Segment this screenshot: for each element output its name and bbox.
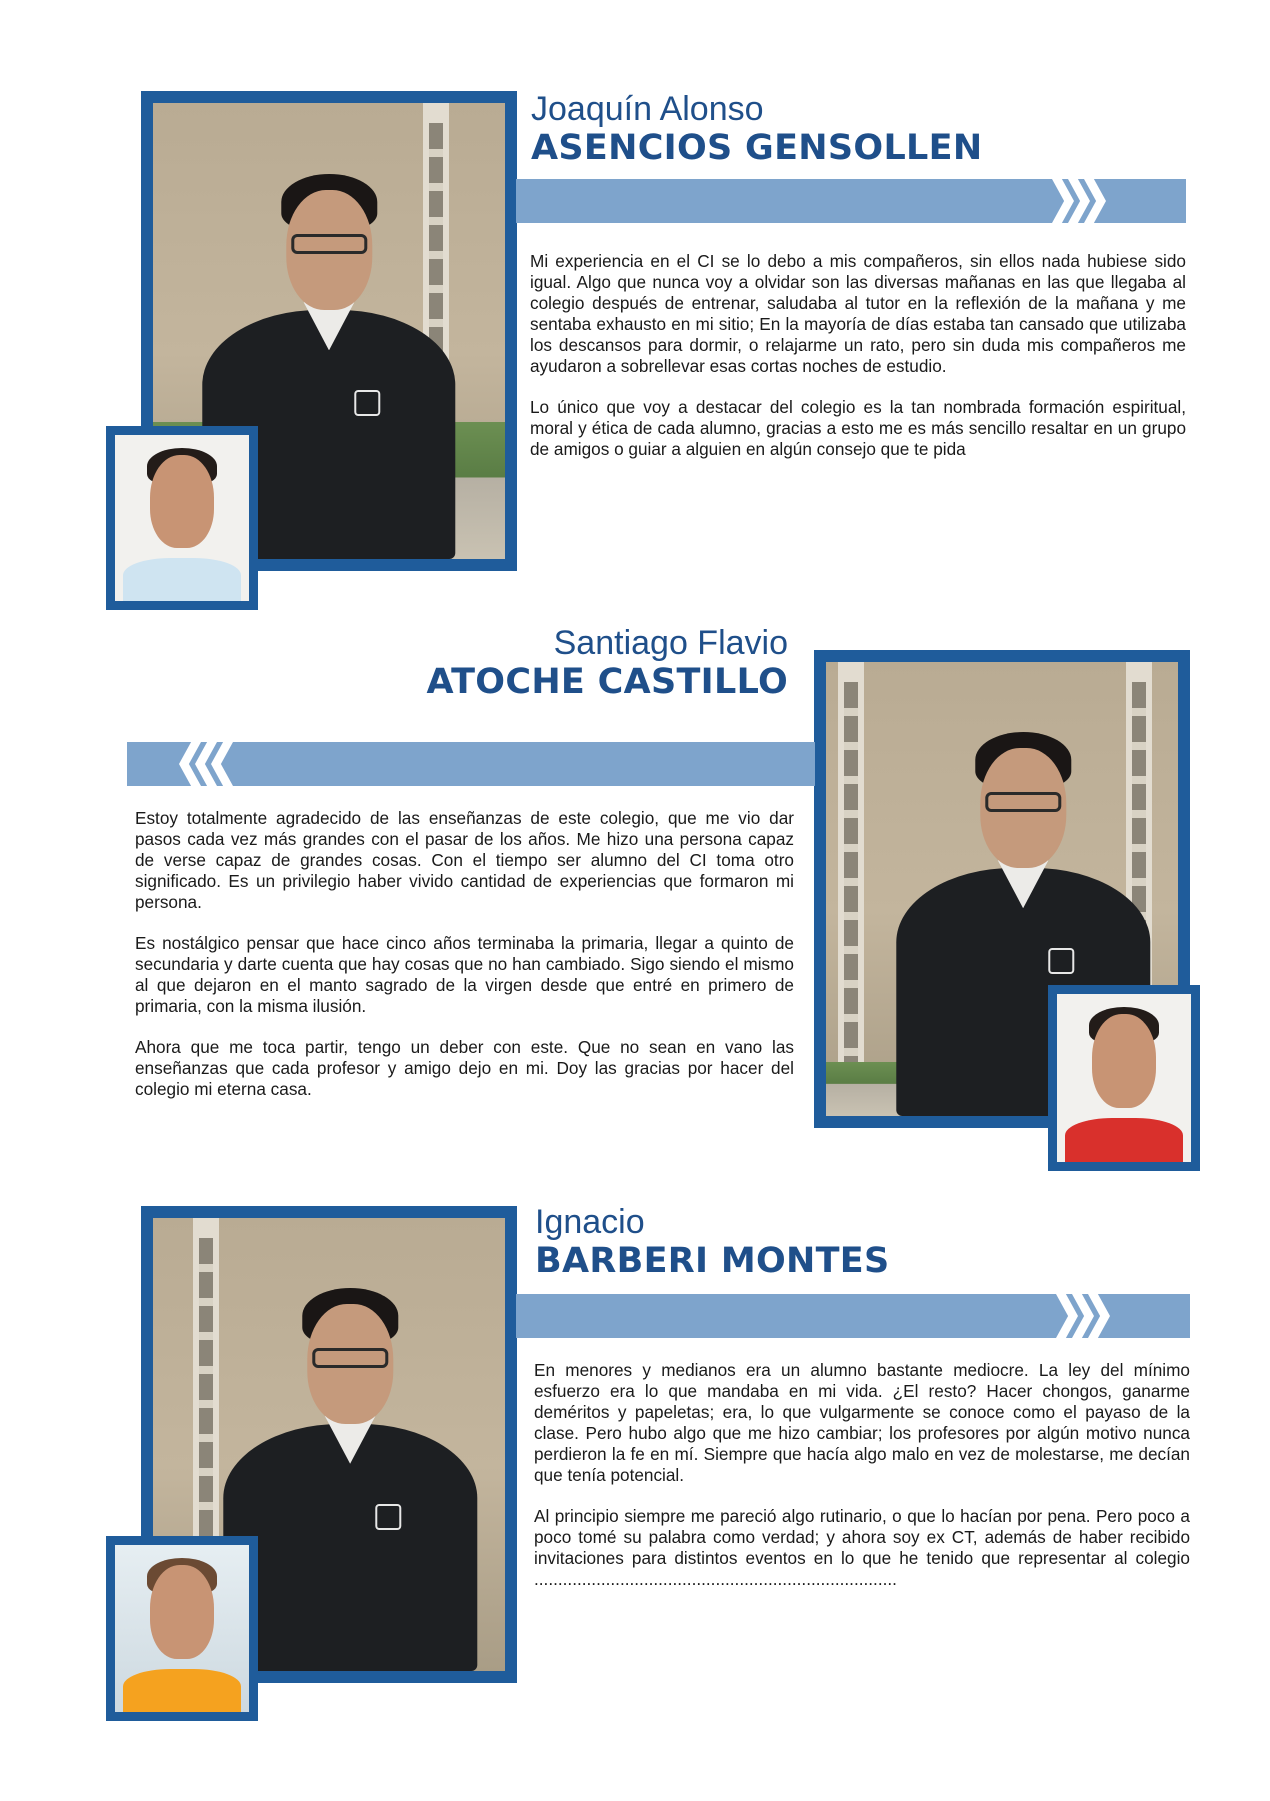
decorative-bar <box>127 742 815 786</box>
paragraph: En menores y medianos era un alumno bastante mediocre. La ley del mínimo esfuerzo era lo que mandaba en mi vida. ¿El resto? Hacer chongos, ganarme deméritos y papeletas; era, lo que vulgarmente se conoce como el payaso de la clase. Pero hubo algo que me hizo cambiar; los profesores por algún motivo nunca perdieron la fe en mí. Siempre que hacía algo malo en vez de molestarse, me decían que tenía potencial. <box>534 1360 1190 1485</box>
childhood-photo-frame <box>106 426 258 610</box>
decorative-bar <box>516 1294 1190 1338</box>
student-profile-2 <box>0 624 1270 1180</box>
testimonial-text <box>135 808 794 1120</box>
paragraph: Estoy totalmente agradecido de las enseñanzas de este colegio, que me vio dar pasos cada vez más grandes con el pasar de los años. Me hizo una persona capaz de verse capaz de grandes cosas. Con el tiempo ser alumno del CI toma otro significado. Es un privilegio haber vivido cantidad de experiencias que formaron mi persona. <box>135 808 794 912</box>
last-name: BARBERI MONTES <box>535 1241 890 1281</box>
chevron-left-icon <box>179 742 249 786</box>
testimonial-text <box>534 1360 1190 1610</box>
first-name: Ignacio <box>535 1203 645 1241</box>
student-profile-1 <box>0 0 1270 620</box>
decorative-bar <box>516 179 1186 223</box>
childhood-photo-frame <box>1048 985 1200 1171</box>
student-profile-3 <box>0 1200 1270 1720</box>
childhood-photo <box>115 1545 249 1712</box>
chevron-right-icon <box>1052 179 1122 223</box>
paragraph: Lo único que voy a destacar del colegio es la tan nombrada formación espiritual, moral y ética de cada alumno, gracias a esto me es más sencillo resaltar en un grupo de amigos o guiar a alguien en algún consejo que te pida <box>530 397 1186 459</box>
paragraph: Mi experiencia en el CI se lo debo a mis compañeros, sin ellos nada hubiese sido igual. Algo que nunca voy a olvidar son las diversas mañanas en las que llegaba al colegio después de entrenar, saludaba al tutor en la reflexión de la mañana y me sentaba exhausto en mi sitio; En la mayoría de días estaba tan cansado que utilizaba los descansos para dormir, o relajarme un rato, pero sin duda mis compañeros me ayudaron a sobrellevar esas cortas noches de estudio. <box>530 251 1186 376</box>
student-name <box>531 90 982 168</box>
childhood-photo <box>1057 994 1191 1162</box>
chevron-right-icon <box>1056 1294 1126 1338</box>
paragraph: Al principio siempre me pareció algo rutinario, o que lo hacían por pena. Pero poco a poco tomé su palabra como verdad; y ahora soy ex CT, además de haber recibido invitaciones para distintos eventos en lo que he tenido que representar al colegio ............................................................................ <box>534 1506 1190 1589</box>
last-name: ATOCHE CASTILLO <box>426 662 788 702</box>
paragraph: Es nostálgico pensar que hace cinco años terminaba la primaria, llegar a quinto de secundaria y darte cuenta que hay cosas que no han cambiado. Sigo siendo el mismo al que dejaron en el manto sagrado de la virgen desde que entré en primero de primaria, con la misma ilusión. <box>135 933 794 1016</box>
first-name: Santiago Flavio <box>553 624 788 662</box>
first-name: Joaquín Alonso <box>531 90 764 128</box>
student-name <box>535 1203 890 1281</box>
paragraph: Ahora que me toca partir, tengo un deber con este. Que no sean en vano las enseñanzas que cada profesor y amigo dejo en mi. Doy las gracias por hacer del colegio mi eterna casa. <box>135 1037 794 1099</box>
childhood-photo-frame <box>106 1536 258 1721</box>
last-name: ASENCIOS GENSOLLEN <box>531 128 983 168</box>
testimonial-text <box>530 251 1186 480</box>
student-name <box>383 624 788 702</box>
childhood-photo <box>115 435 249 601</box>
